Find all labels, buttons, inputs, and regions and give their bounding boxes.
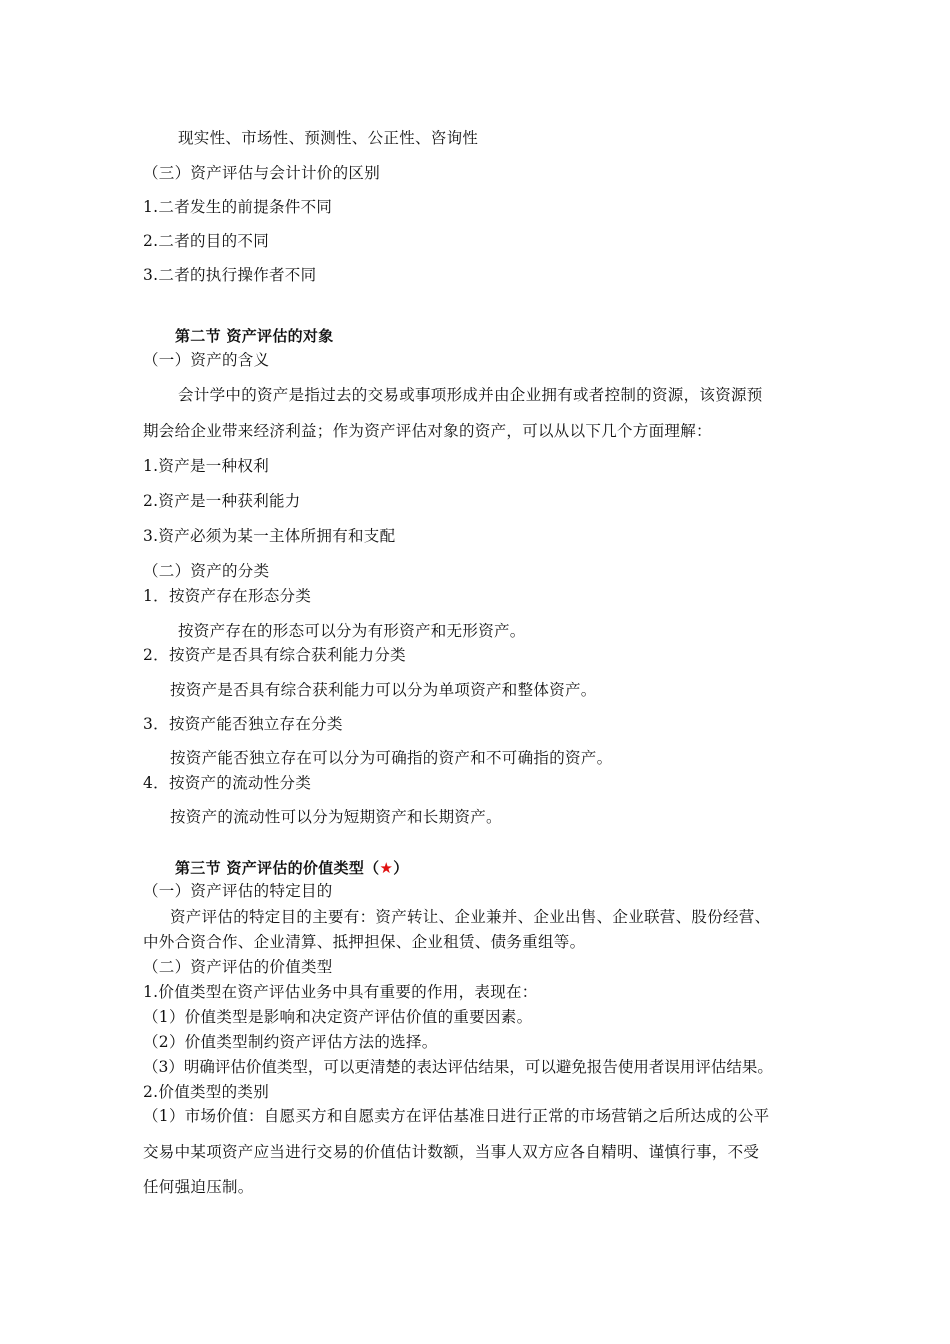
list-item: 2.价值类型的类别 (143, 1083, 269, 1101)
list-item: 1.资产是一种权利 (143, 457, 269, 475)
list-item: 3.二者的执行操作者不同 (143, 266, 317, 284)
subheading: （二）资产的分类 (143, 562, 270, 580)
subheading: （一）资产的含义 (143, 351, 270, 369)
list-item: 1．按资产存在形态分类 (143, 587, 312, 605)
paragraph-line: （1）市场价值：自愿买方和自愿卖方在评估基准日进行正常的市场营销之后所达成的公平 (143, 1107, 770, 1125)
paragraph-line: 按资产能否独立存在可以分为可确指的资产和不可确指的资产。 (170, 749, 613, 767)
paragraph-line: （三）资产评估与会计计价的区别 (143, 164, 381, 182)
paragraph-line: 中外合资合作、企业清算、抵押担保、企业租赁、债务重组等。 (143, 933, 586, 951)
list-item: 3．按资产能否独立存在分类 (143, 715, 343, 733)
paragraph-line: 按资产存在的形态可以分为有形资产和无形资产。 (178, 622, 526, 640)
list-item: 1.二者发生的前提条件不同 (143, 198, 333, 216)
paragraph-line: 资产评估的特定目的主要有：资产转让、企业兼并、企业出售、企业联营、股份经营、 (170, 908, 771, 926)
paragraph-line: 按资产的流动性可以分为短期资产和长期资产。 (170, 808, 502, 826)
list-item: 2.二者的目的不同 (143, 232, 269, 250)
paragraph-line: 交易中某项资产应当进行交易的价值估计数额，当事人双方应各自精明、谨慎行事，不受 (143, 1143, 760, 1161)
list-item: （1）价值类型是影响和决定资产评估价值的重要因素。 (143, 1008, 533, 1026)
paragraph-line: 任何强迫压制。 (143, 1178, 254, 1196)
section-heading-3 (175, 858, 409, 878)
list-item: 4．按资产的流动性分类 (143, 774, 312, 792)
list-item: 3.资产必须为某一主体所拥有和支配 (143, 527, 396, 545)
section-heading-3-text: 第三节 资产评估的价值类型（ (175, 859, 380, 877)
list-item: 2．按资产是否具有综合获利能力分类 (143, 646, 406, 664)
list-item: 2.资产是一种获利能力 (143, 492, 301, 510)
section-heading-3-close: ） (393, 859, 409, 877)
paragraph-line: 现实性、市场性、预测性、公正性、咨询性 (178, 129, 479, 147)
list-item: （2）价值类型制约资产评估方法的选择。 (143, 1033, 438, 1051)
list-item: （3）明确评估价值类型，可以更清楚的表达评估结果，可以避免报告使用者误用评估结果。 (143, 1058, 773, 1076)
list-item: 1.价值类型在资产评估业务中具有重要的作用，表现在： (143, 983, 538, 1001)
paragraph-line: 期会给企业带来经济利益；作为资产评估对象的资产，可以从以下几个方面理解： (143, 422, 712, 440)
paragraph-line: 会计学中的资产是指过去的交易或事项形成并由企业拥有或者控制的资源，该资源预 (178, 386, 763, 404)
paragraph-line: 按资产是否具有综合获利能力可以分为单项资产和整体资产。 (170, 681, 597, 699)
subheading: （一）资产评估的特定目的 (143, 882, 333, 900)
star-icon: ★ (379, 859, 394, 877)
section-heading-2: 第二节 资产评估的对象 (175, 327, 334, 345)
subheading: （二）资产评估的价值类型 (143, 958, 333, 976)
